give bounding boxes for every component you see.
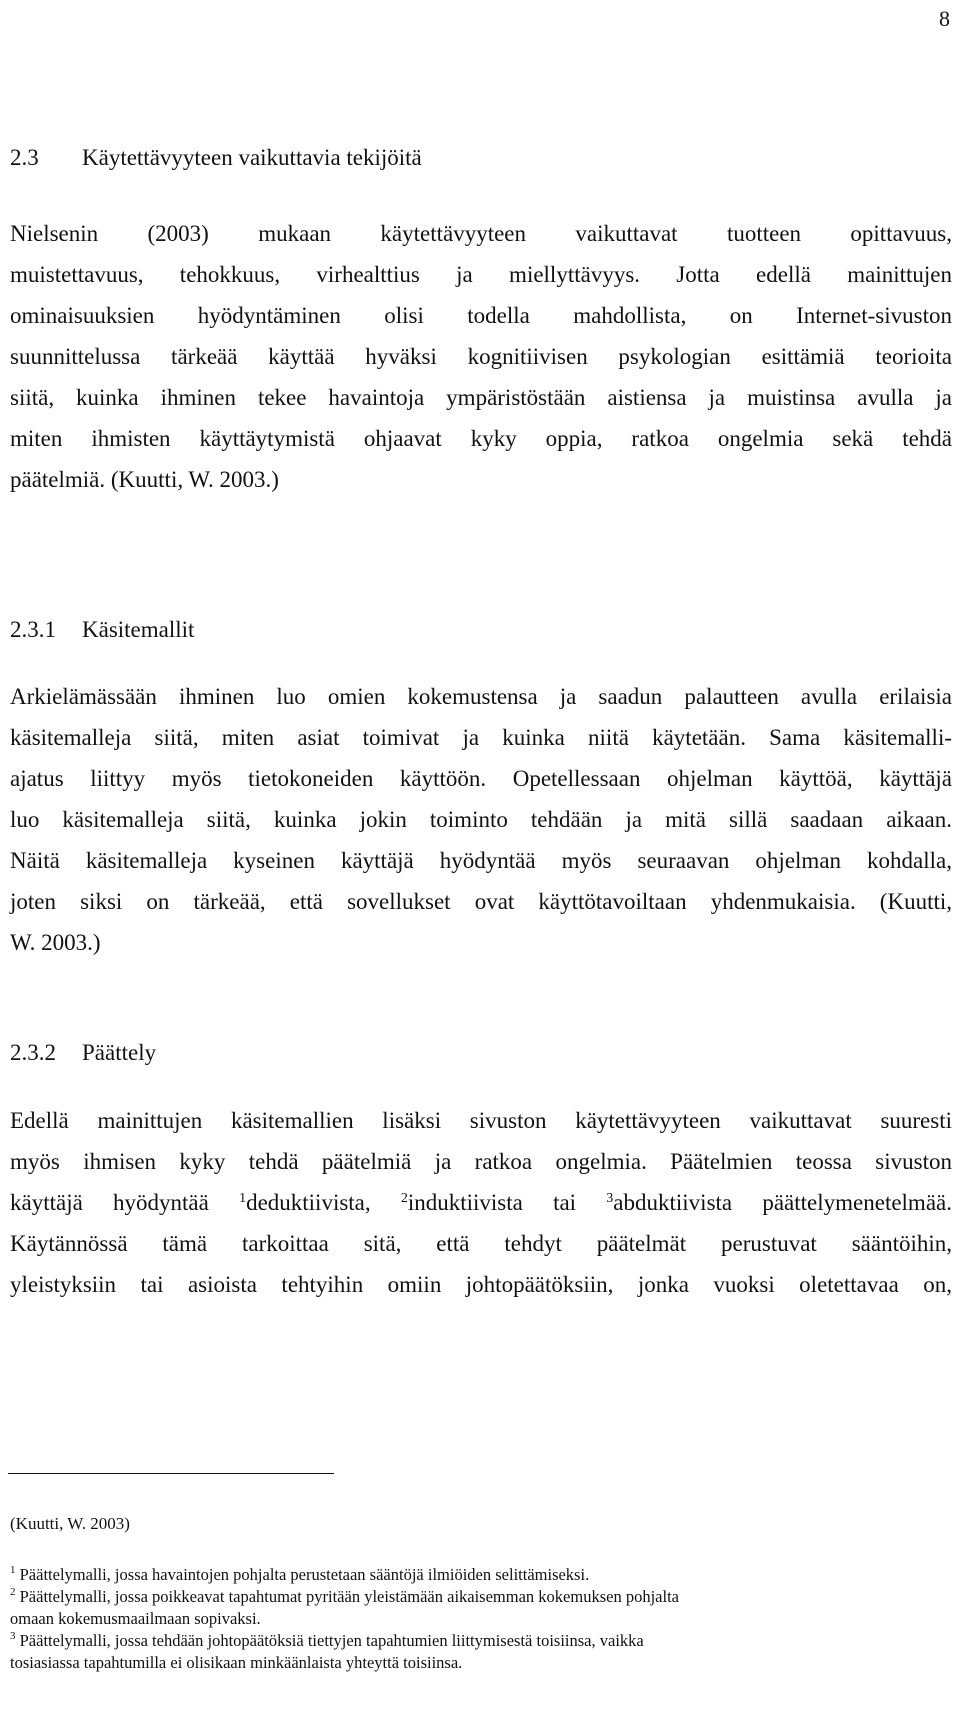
footnote-marker: 2: [10, 1586, 16, 1598]
section-title: Päättely: [82, 1040, 157, 1065]
paragraph-line: Nielsenin (2003) mukaan käytettävyyteen vaikuttavat tuotteen opittavuus,: [10, 221, 952, 246]
section-heading-2-3: [10, 145, 952, 171]
paragraph-line: Näitä käsitemalleja kyseinen käyttäjä hyödyntää myös seuraavan ohjelman kohdalla,: [10, 848, 952, 873]
footnote-3: [10, 1630, 952, 1652]
text-segment: deduktiivista,: [246, 1190, 401, 1215]
footnote-separator: [8, 1473, 334, 1474]
footnote-list: [10, 1564, 952, 1674]
footnote-marker: 3: [10, 1630, 16, 1642]
footnote-ref-3: 3: [606, 1191, 614, 1206]
section-title: Käytettävyyteen vaikuttavia tekijöitä: [82, 145, 422, 170]
footnote-1: [10, 1564, 952, 1586]
paragraph-line: yleistyksiin tai asioista tehtyihin omiin johtopäätöksiin, jonka vuoksi oletettavaa on,: [10, 1272, 952, 1297]
text-segment: induktiivista tai: [407, 1190, 607, 1215]
footnote-2-continued: omaan kokemusmaailmaan sopivaksi.: [10, 1609, 261, 1628]
paragraph-line: siitä, kuinka ihminen tekee havaintoja ympäristöstään aistiensa ja muistinsa avulla ja: [10, 385, 952, 410]
footnote-3-continued: tosiasiassa tapahtumilla ei olisikaan minkäänlaista yhteyttä toisiinsa.: [10, 1653, 463, 1672]
section-heading-2-3-1: [10, 617, 952, 643]
paragraph-line: suunnittelussa tärkeää käyttää hyväksi kognitiivisen psykologian esittämiä teorioita: [10, 344, 952, 369]
paragraph-line: luo käsitemalleja siitä, kuinka jokin toiminto tehdään ja mitä sillä saadaan aikaan.: [10, 807, 952, 832]
paragraph-line: ominaisuuksien hyödyntäminen olisi todella mahdollista, on Internet-sivuston: [10, 303, 952, 328]
section-heading-2-3-2: [10, 1040, 952, 1066]
paragraph-line: Edellä mainittujen käsitemallien lisäksi sivuston käytettävyyteen vaikuttavat suuresti: [10, 1108, 952, 1133]
paragraph-line: päätelmiä. (Kuutti, W. 2003.): [10, 467, 279, 492]
page-number: 8: [939, 6, 950, 31]
paragraph-line: ajatus liittyy myös tietokoneiden käyttöön. Opetellessaan ohjelman käyttöä, käyttäjä: [10, 766, 952, 791]
paragraph-line: miten ihmisten käyttäytymistä ohjaavat kyky oppia, ratkoa ongelmia sekä tehdä: [10, 426, 952, 451]
paragraph-line: käsitemalleja siitä, miten asiat toimivat ja kuinka niitä käytetään. Sama käsitemalli-: [10, 725, 952, 750]
section-number: 2.3: [10, 145, 39, 170]
paragraph-line: joten siksi on tärkeää, että sovellukset ovat käyttötavoiltaan yhdenmukaisia. (Kuutti,: [10, 889, 952, 914]
footnote-2: [10, 1586, 952, 1608]
section-2-3-paragraph: [10, 213, 952, 500]
section-title: Käsitemallit: [82, 617, 195, 642]
paragraph-line: Käytännössä tämä tarkoittaa sitä, että tehdyt päätelmät perustuvat sääntöihin,: [10, 1231, 952, 1256]
section-number: 2.3.1: [10, 617, 56, 642]
footnote-text: Päättelymalli, jossa havaintojen pohjalta perustetaan sääntöjä ilmiöiden selittämiseksi.: [19, 1565, 590, 1584]
footnote-marker: 1: [10, 1564, 16, 1576]
text-segment: abduktiivista päättelymenetelmää.: [613, 1190, 952, 1215]
text-segment: käyttäjä hyödyntää: [10, 1190, 240, 1215]
section-2-3-1-paragraph: [10, 676, 952, 963]
section-number: 2.3.2: [10, 1040, 56, 1065]
footnote-text: Päättelymalli, jossa poikkeavat tapahtumat pyritään yleistämään aikaisemman kokemuksen pohjalta: [19, 1587, 679, 1606]
paragraph-line: Arkielämässään ihminen luo omien kokemustensa ja saadun palautteen avulla erilaisia: [10, 684, 952, 709]
footnote-ref-2: 2: [400, 1191, 408, 1206]
paragraph-line: W. 2003.): [10, 930, 101, 955]
paragraph-line-with-footnote-refs: [10, 1182, 952, 1223]
footnote-text: Päättelymalli, jossa tehdään johtopäätöksiä tiettyjen tapahtumien liittymisestä toisiinsa, vaikka: [19, 1631, 644, 1650]
paragraph-line: muistettavuus, tehokkuus, virhealttius ja miellyttävyys. Jotta edellä mainittujen: [10, 262, 952, 287]
footnote-ref-1: 1: [239, 1191, 247, 1206]
section-2-3-2-paragraph: [10, 1100, 952, 1305]
paragraph-line: myös ihmisen kyky tehdä päätelmiä ja ratkoa ongelmia. Päätelmien teossa sivuston: [10, 1149, 952, 1174]
footnote-source: (Kuutti, W. 2003): [10, 1514, 130, 1533]
